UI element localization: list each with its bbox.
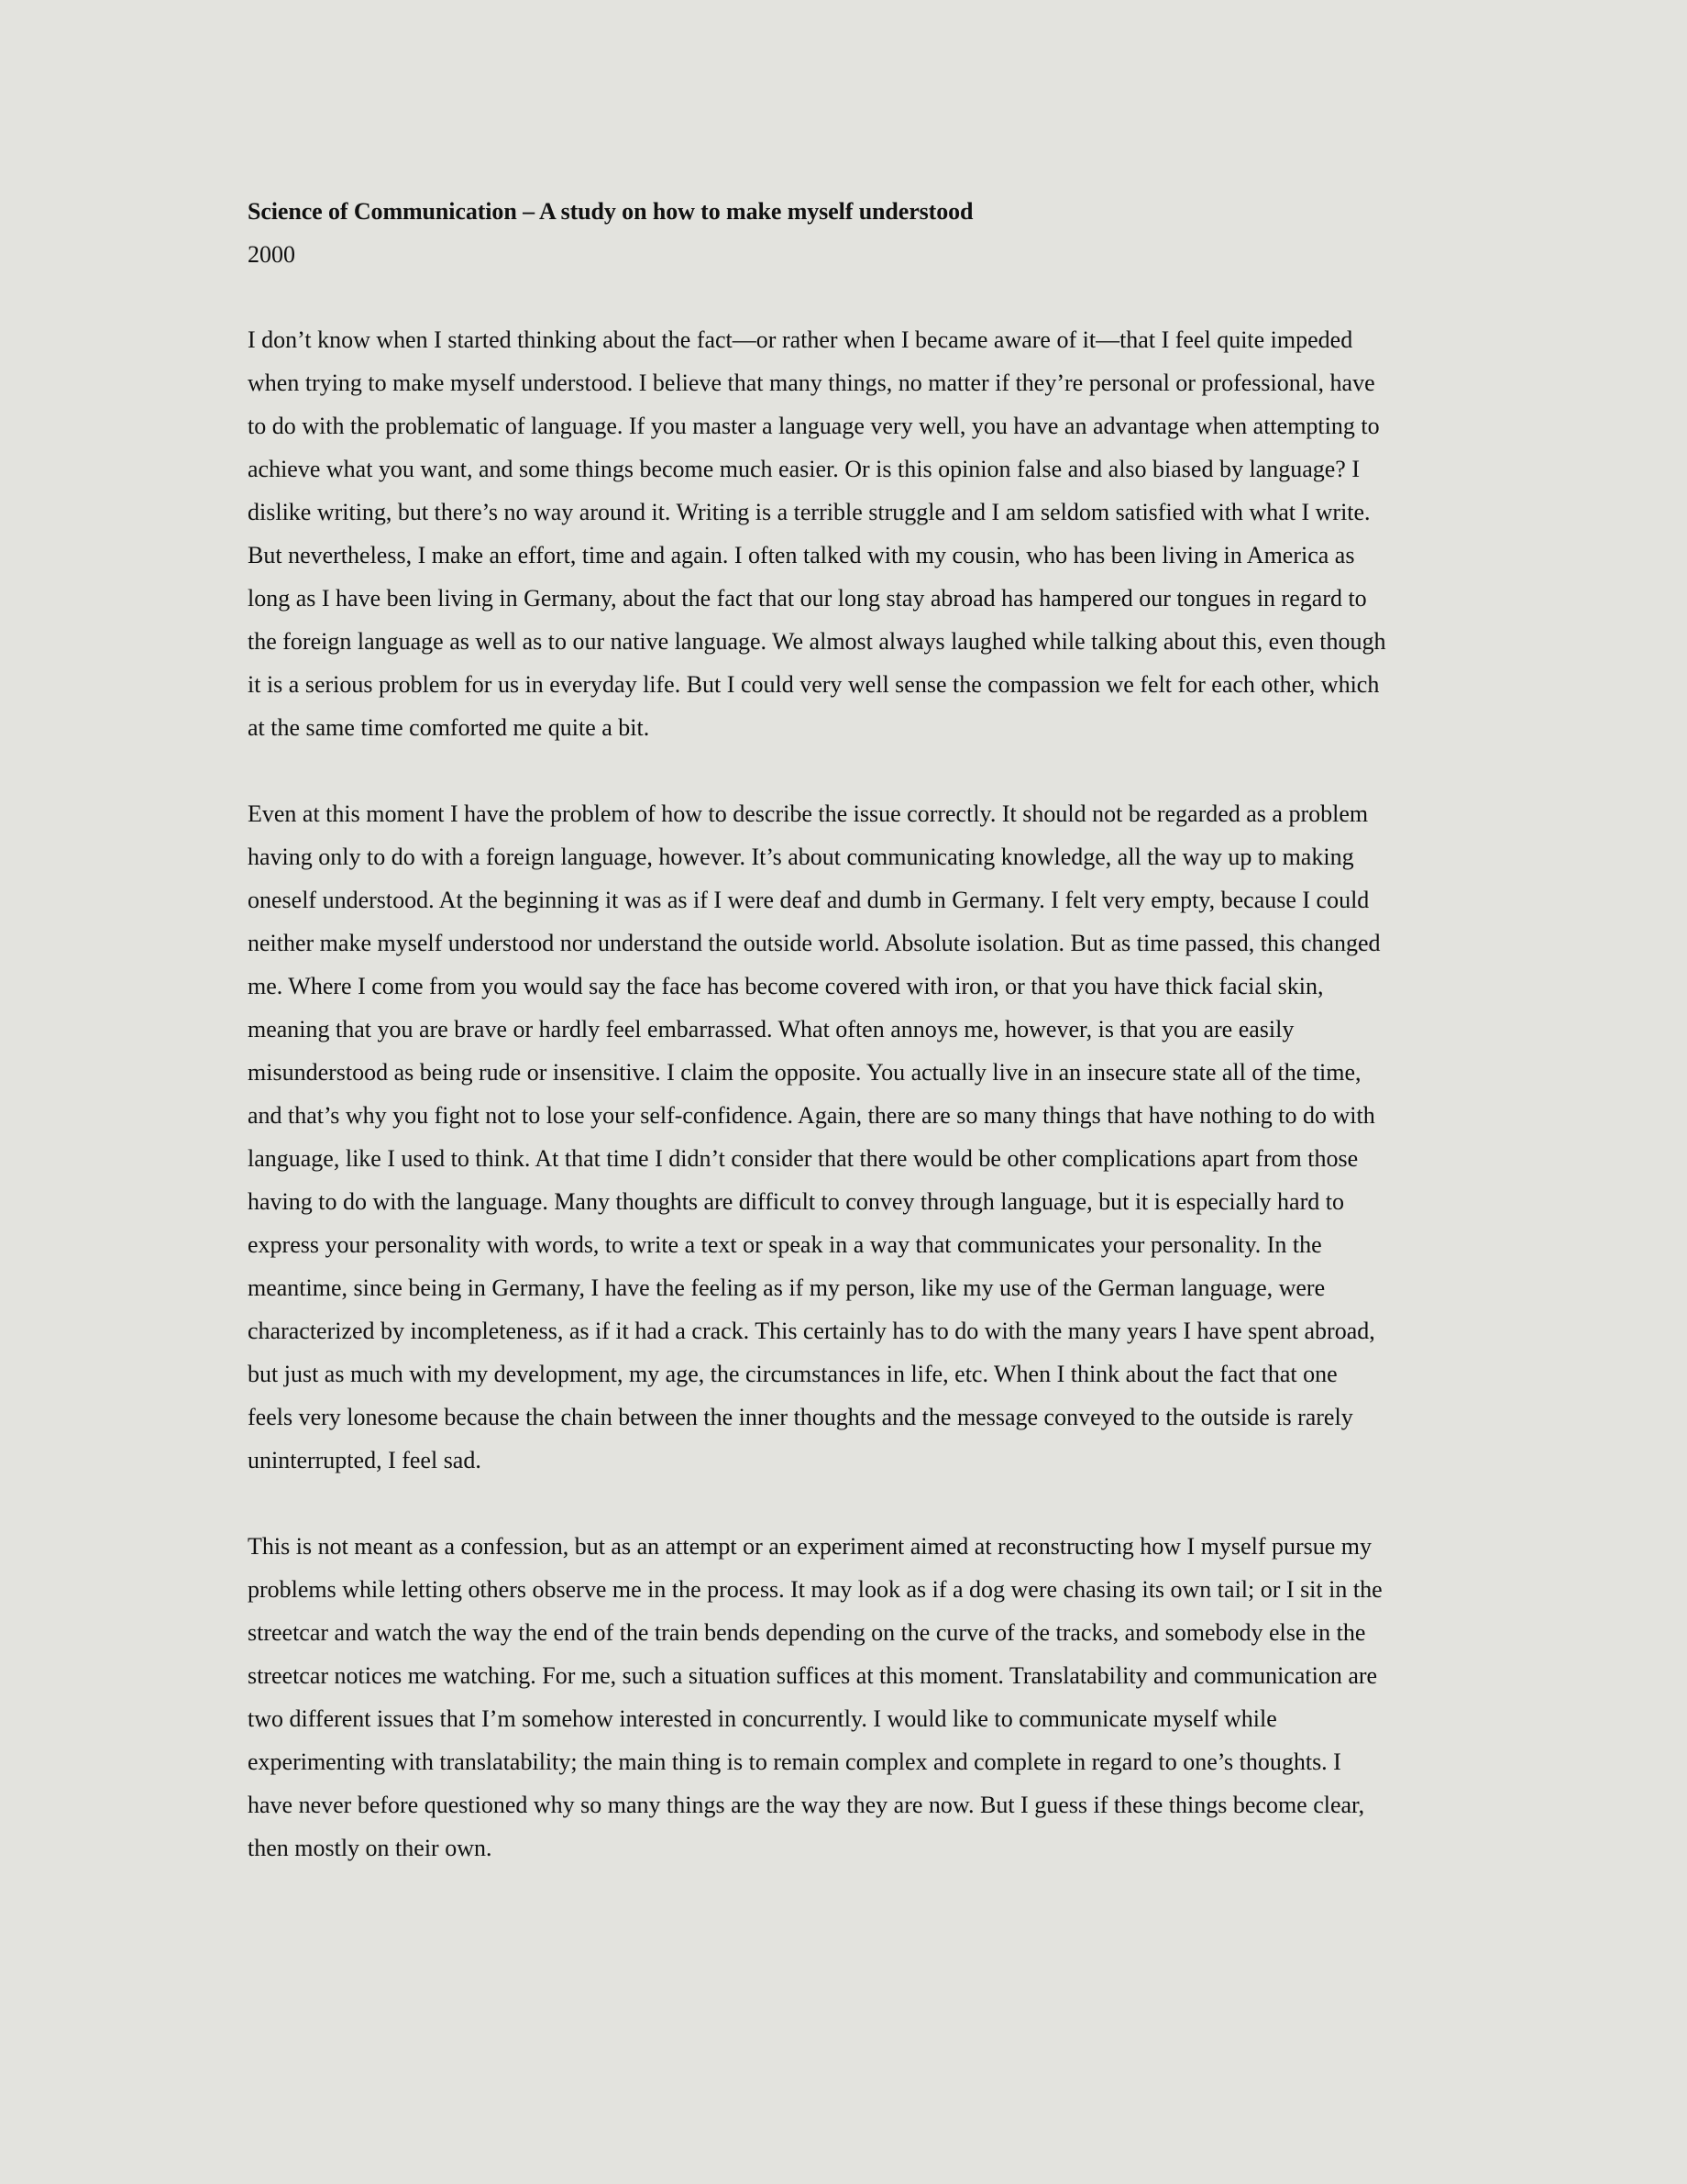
text-line: neither make myself understood nor understand the outside world. Absolute isolation. But as time passed, this changed (248, 930, 1381, 956)
text-line: misunderstood as being rude or insensitive. I claim the opposite. You actually live in an insecure state all of the time, (248, 1059, 1362, 1086)
text-line: dislike writing, but there’s no way around it. Writing is a terrible struggle and I am seldom satisfied with what I write. (248, 499, 1371, 525)
text-line: meantime, since being in Germany, I have the feeling as if my person, like my use of the German language, were (248, 1274, 1326, 1301)
text-line: have never before questioned why so many things are the way they are now. But I guess if these things become clear, (248, 1792, 1365, 1818)
text-line: when trying to make myself understood. I believe that many things, no matter if they’re personal or professional, have (248, 370, 1375, 396)
text-line: Even at this moment I have the problem of how to describe the issue correctly. It should not be regarded as a problem (248, 800, 1369, 827)
text-line: long as I have been living in Germany, about the fact that our long stay abroad has hampered our tongues in regard to (248, 585, 1367, 612)
text-line: But nevertheless, I make an effort, time and again. I often talked with my cousin, who has been living in America as (248, 542, 1355, 568)
text-line: having to do with the language. Many thoughts are difficult to convey through language, but it is especially hard to (248, 1188, 1344, 1215)
text-line: streetcar notices me watching. For me, such a situation suffices at this moment. Translatability and communication are (248, 1662, 1378, 1689)
text-line: express your personality with words, to write a text or speak in a way that communicates your personality. In the (248, 1231, 1322, 1258)
document-year: 2000 (248, 241, 295, 268)
text-line: oneself understood. At the beginning it was as if I were deaf and dumb in Germany. I felt very empty, because I could (248, 887, 1370, 913)
text-line: the foreign language as well as to our native language. We almost always laughed while talking about this, even though (248, 628, 1386, 655)
document-title: Science of Communication – A study on how to make myself understood (248, 198, 974, 225)
text-line: uninterrupted, I feel sad. (248, 1447, 481, 1473)
text-line: streetcar and watch the way the end of the train bends depending on the curve of the tracks, and somebody else in the (248, 1619, 1366, 1646)
text-line: meaning that you are brave or hardly feel embarrassed. What often annoys me, however, is that you are easily (248, 1016, 1295, 1042)
text-line: achieve what you want, and some things become much easier. Or is this opinion false and also biased by language? I (248, 456, 1360, 482)
text-line: me. Where I come from you would say the face has become covered with iron, or that you have thick facial skin, (248, 973, 1324, 999)
text-line: I don’t know when I started thinking about the fact—or rather when I became aware of it—that I feel quite impeded (248, 326, 1353, 353)
text-line: characterized by incompleteness, as if it had a crack. This certainly has to do with the many years I have spent abroad, (248, 1318, 1375, 1344)
text-line: and that’s why you fight not to lose your self-confidence. Again, there are so many things that have nothing to do with (248, 1102, 1375, 1129)
text-line: then mostly on their own. (248, 1835, 492, 1861)
text-line: experimenting with translatability; the main thing is to remain complex and complete in regard to one’s thoughts. I (248, 1748, 1341, 1775)
text-line: language, like I used to think. At that time I didn’t consider that there would be other complications apart from those (248, 1145, 1359, 1172)
text-line: two different issues that I’m somehow interested in concurrently. I would like to communicate myself while (248, 1705, 1277, 1732)
text-line: but just as much with my development, my age, the circumstances in life, etc. When I think about the fact that one (248, 1361, 1338, 1387)
paragraph-1 (248, 318, 1449, 749)
text-line: it is a serious problem for us in everyday life. But I could very well sense the compassion we felt for each other, which (248, 671, 1380, 698)
text-line: feels very lonesome because the chain between the inner thoughts and the message conveyed to the outside is rarely (248, 1404, 1353, 1430)
paragraph-2 (248, 792, 1449, 1482)
paragraph-3 (248, 1525, 1449, 1870)
document-body (248, 190, 1449, 1913)
text-line: to do with the problematic of language. If you master a language very well, you have an advantage when attempting to (248, 413, 1380, 439)
text-line: This is not meant as a confession, but as an attempt or an experiment aimed at reconstructing how I myself pursue my (248, 1533, 1373, 1560)
text-line: at the same time comforted me quite a bit. (248, 714, 650, 741)
text-line: problems while letting others observe me in the process. It may look as if a dog were chasing its own tail; or I sit in the (248, 1576, 1383, 1603)
text-line: having only to do with a foreign language, however. It’s about communicating knowledge, all the way up to making (248, 844, 1354, 870)
